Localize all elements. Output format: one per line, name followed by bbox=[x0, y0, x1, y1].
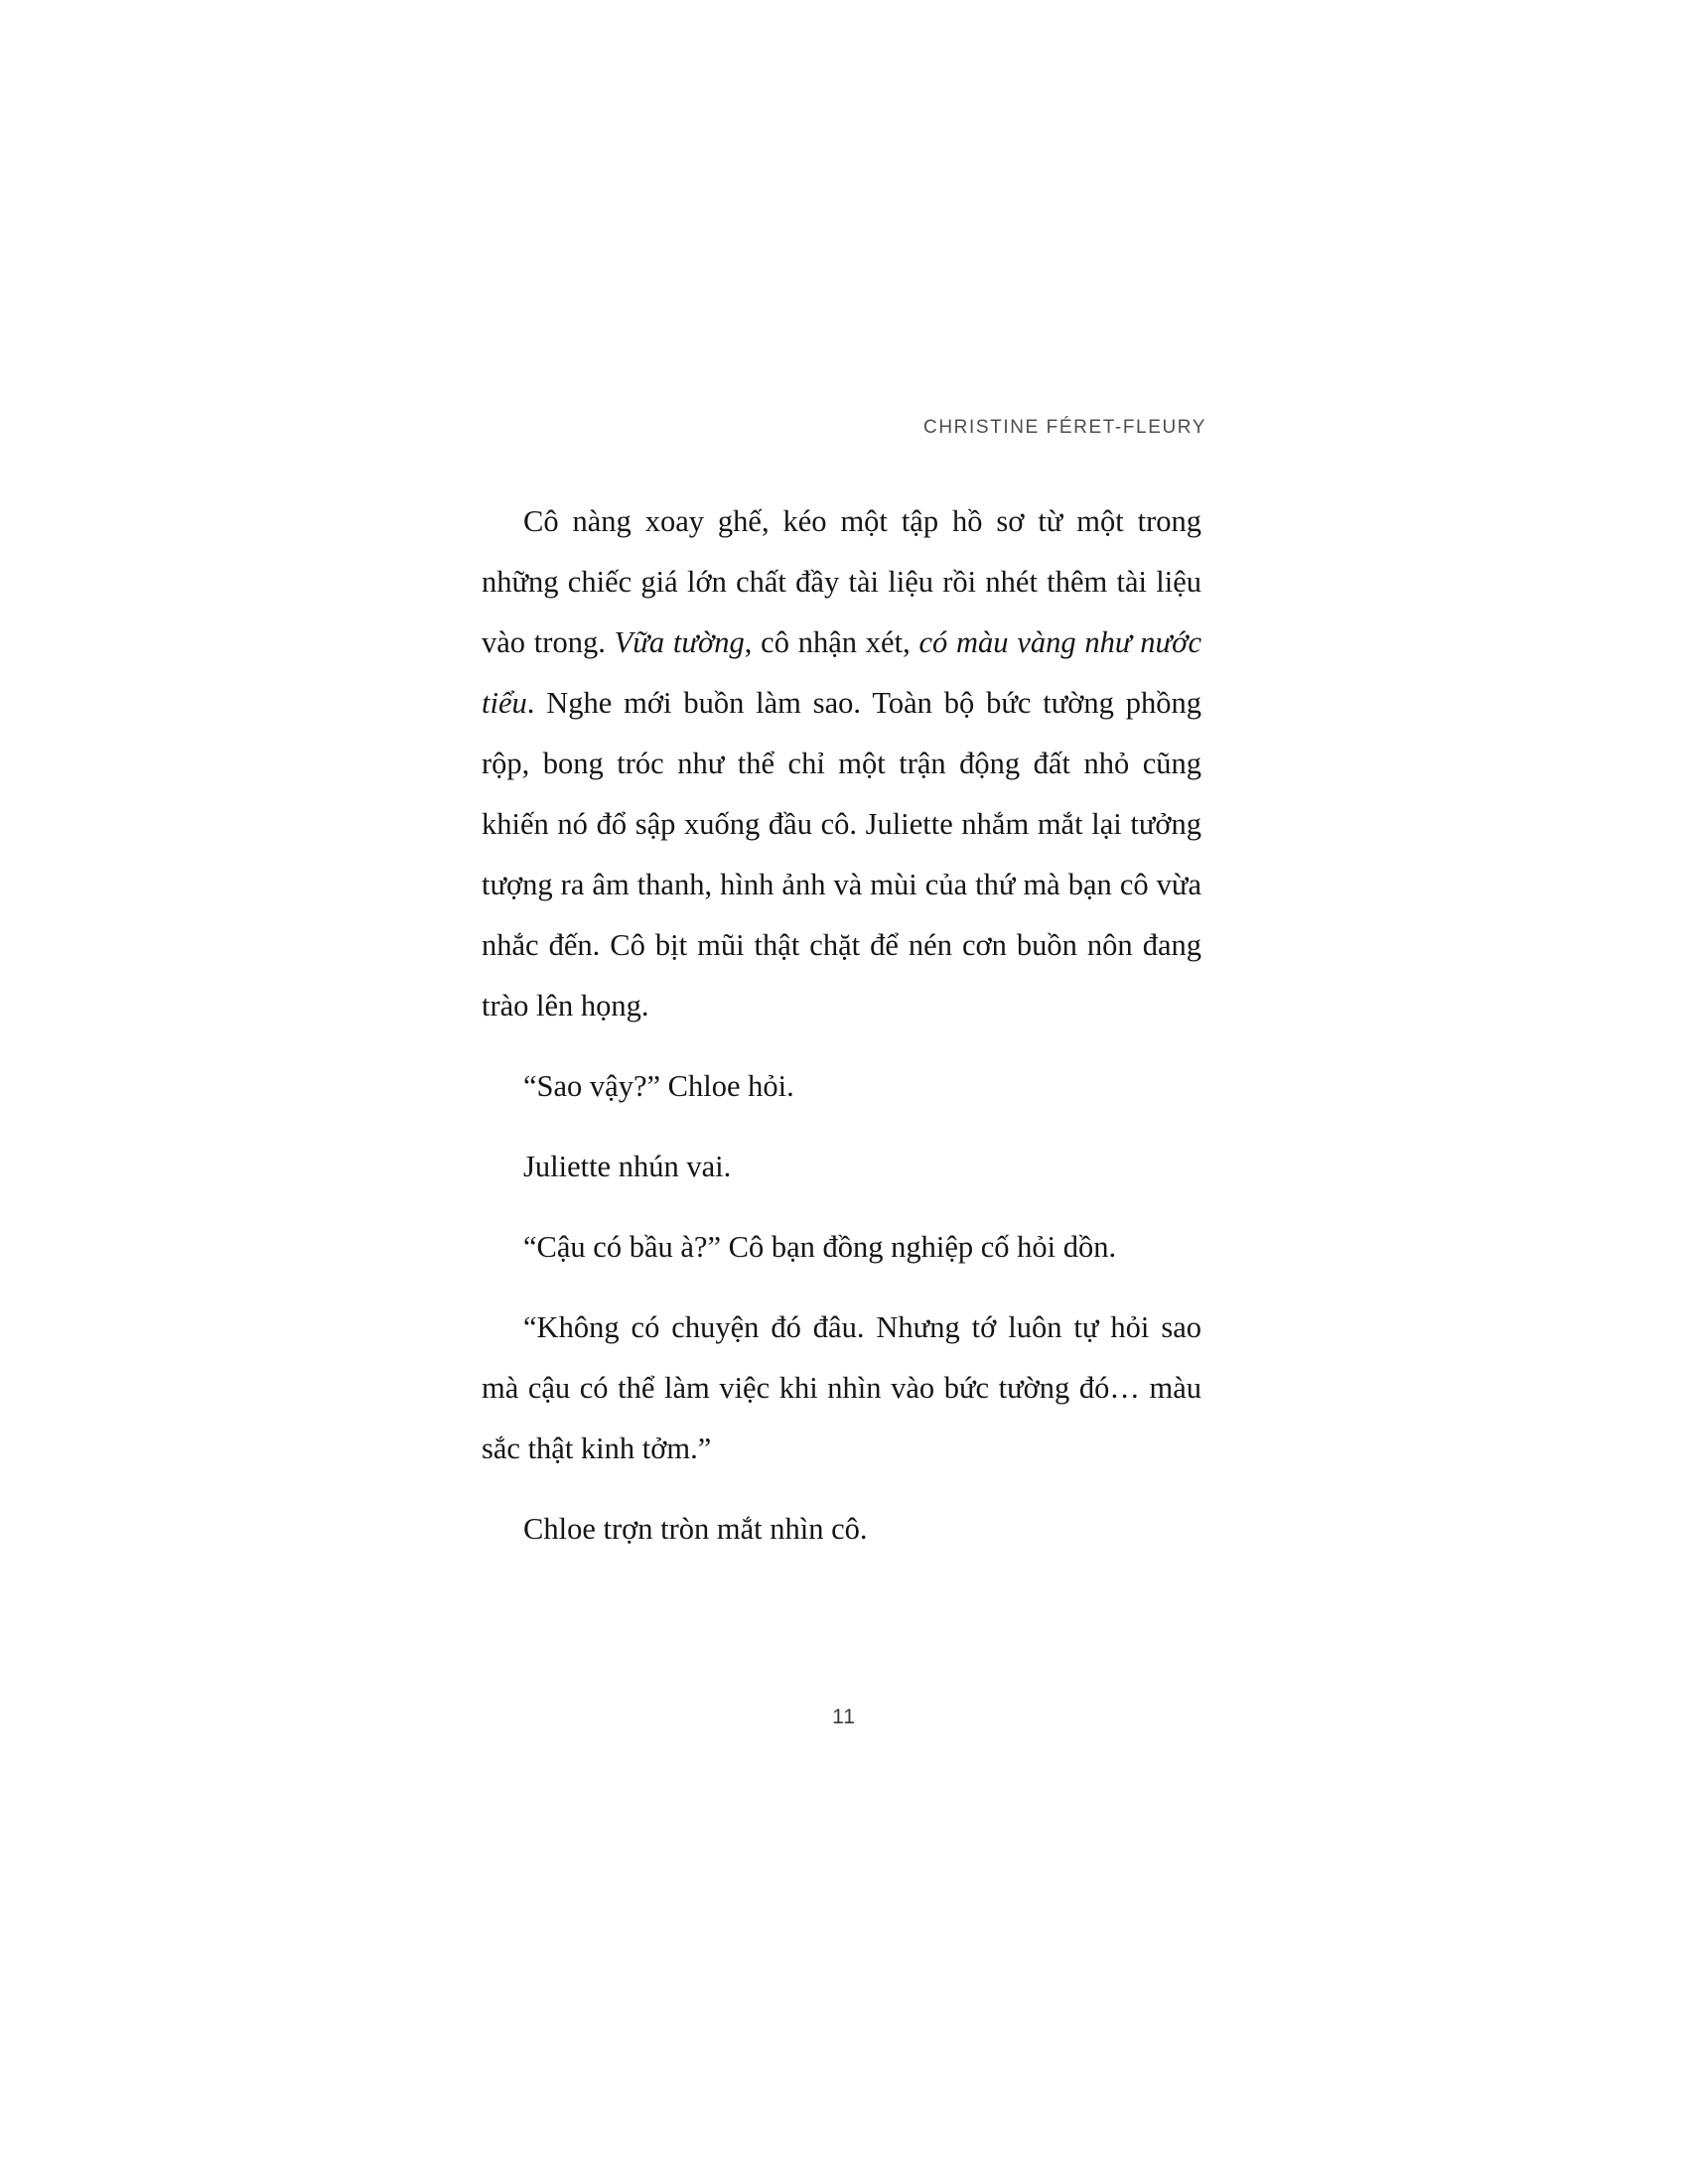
text-run: Juliette nhún vai. bbox=[523, 1150, 732, 1183]
page-number: 11 bbox=[832, 1706, 856, 1728]
italic-text-run: Vữa tường bbox=[614, 625, 745, 659]
running-head-author: CHRISTINE FÉRET-FLEURY bbox=[923, 417, 1207, 438]
paragraph bbox=[482, 1297, 1201, 1479]
paragraph bbox=[482, 1217, 1201, 1278]
body-text-block bbox=[482, 491, 1201, 1560]
italic-text-run: có màu vàng như nước tiểu bbox=[482, 625, 1202, 720]
paragraph bbox=[482, 1056, 1201, 1117]
paragraph bbox=[482, 1137, 1201, 1197]
text-run: Chloe trợn tròn mắt nhìn cô. bbox=[523, 1512, 868, 1546]
paragraph bbox=[482, 491, 1201, 1036]
paragraph bbox=[482, 1499, 1201, 1560]
text-run: Cô nàng xoay ghế, kéo một tập hồ sơ từ một trong những chiếc giá lớn chất đầy tài liệu rồi nhét thêm tài liệu vào trong. bbox=[482, 504, 1201, 659]
text-run: “Sao vậy?” Chloe hỏi. bbox=[523, 1069, 794, 1103]
text-run: “Cậu có bầu à?” Cô bạn đồng nghiệp cố hỏi dồn. bbox=[523, 1230, 1117, 1264]
text-run: , cô nhận xét, bbox=[744, 625, 919, 659]
text-run: “Không có chuyện đó đâu. Nhưng tớ luôn tự hỏi sao mà cậu có thể làm việc khi nhìn vào bức tường đó… màu sắc thật kinh tởm.” bbox=[482, 1310, 1201, 1465]
text-run: . Nghe mới buồn làm sao. Toàn bộ bức tường phồng rộp, bong tróc như thể chỉ một trận động đất nhỏ cũng khiến nó đổ sập xuống đầu cô. Juliette nhắm mắt lại tưởng tượng ra âm thanh, hình ảnh và mùi của thứ mà bạn cô vừa nhắc đến. Cô bịt mũi thật chặt để nén cơn buồn nôn đang trào lên họng. bbox=[482, 686, 1201, 1023]
